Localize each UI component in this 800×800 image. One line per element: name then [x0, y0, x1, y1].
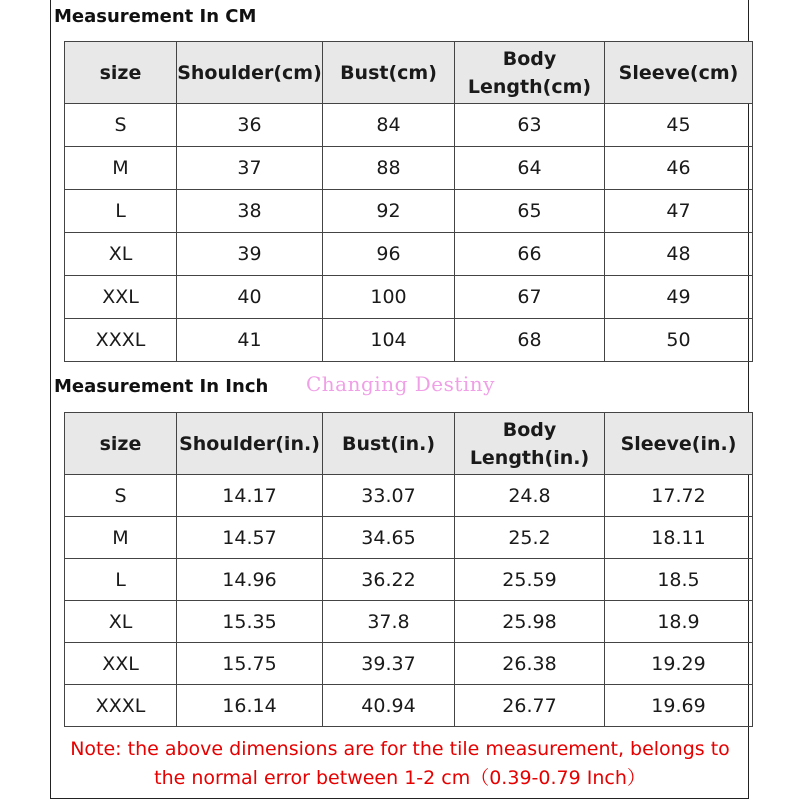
- table-cell: 63: [455, 104, 605, 147]
- table-cell: 24.8: [455, 475, 605, 517]
- cm-section-title: Measurement In CM: [54, 6, 257, 27]
- cm-size-table: [64, 41, 753, 362]
- table-cell: 36: [177, 104, 323, 147]
- table-cell: 25.98: [455, 601, 605, 643]
- table-row: [65, 190, 753, 233]
- table-cell: 17.72: [605, 475, 753, 517]
- table-cell: 38: [177, 190, 323, 233]
- table-cell: 45: [605, 104, 753, 147]
- watermark-text: Changing Destiny: [306, 372, 495, 396]
- inch-size-table: [64, 412, 753, 727]
- table-cell: 33.07: [323, 475, 455, 517]
- table-cell: 50: [605, 319, 753, 362]
- header-body-length: [455, 413, 605, 475]
- table-cell: XL: [65, 601, 177, 643]
- table-cell: 19.69: [605, 685, 753, 727]
- table-cell: 37.8: [323, 601, 455, 643]
- table-cell: 25.59: [455, 559, 605, 601]
- table-cell: 96: [323, 233, 455, 276]
- inch-section-title: Measurement In Inch: [54, 376, 269, 397]
- inch-table-body: [65, 475, 753, 727]
- table-cell: 25.2: [455, 517, 605, 559]
- table-cell: S: [65, 104, 177, 147]
- table-cell: 37: [177, 147, 323, 190]
- table-cell: 92: [323, 190, 455, 233]
- table-cell: 26.77: [455, 685, 605, 727]
- table-cell: 14.17: [177, 475, 323, 517]
- table-cell: 65: [455, 190, 605, 233]
- header-bust: Bust(in.): [323, 413, 455, 475]
- table-cell: 26.38: [455, 643, 605, 685]
- header-body-line1: Body: [502, 47, 557, 70]
- table-row: [65, 517, 753, 559]
- table-cell: XL: [65, 233, 177, 276]
- table-cell: 67: [455, 276, 605, 319]
- table-cell: 39: [177, 233, 323, 276]
- note-line-1: Note: the above dimensions are for the tile measurement, belongs to: [70, 738, 730, 760]
- table-cell: S: [65, 475, 177, 517]
- note-line-2: the normal error between 1-2 cm（0.39-0.79 Inch）: [154, 767, 646, 789]
- table-cell: 40.94: [323, 685, 455, 727]
- table-header-row: [65, 413, 753, 475]
- measurement-note: [54, 735, 746, 793]
- table-row: [65, 685, 753, 727]
- table-cell: L: [65, 559, 177, 601]
- table-cell: 49: [605, 276, 753, 319]
- table-cell: 14.57: [177, 517, 323, 559]
- table-cell: 68: [455, 319, 605, 362]
- header-shoulder: Shoulder(cm): [177, 42, 323, 104]
- table-cell: 15.75: [177, 643, 323, 685]
- table-cell: XXL: [65, 643, 177, 685]
- table-cell: 18.9: [605, 601, 753, 643]
- table-cell: 18.11: [605, 517, 753, 559]
- cm-table-body: [65, 104, 753, 362]
- table-cell: 104: [323, 319, 455, 362]
- table-cell: XXL: [65, 276, 177, 319]
- table-row: [65, 643, 753, 685]
- table-cell: 36.22: [323, 559, 455, 601]
- table-cell: 34.65: [323, 517, 455, 559]
- header-body-line2: Length(cm): [467, 75, 592, 98]
- table-cell: 18.5: [605, 559, 753, 601]
- table-cell: 40: [177, 276, 323, 319]
- table-cell: M: [65, 517, 177, 559]
- table-row: [65, 104, 753, 147]
- table-row: [65, 601, 753, 643]
- table-cell: 14.96: [177, 559, 323, 601]
- header-size: size: [65, 42, 177, 104]
- table-cell: 64: [455, 147, 605, 190]
- table-cell: 46: [605, 147, 753, 190]
- header-body-line2: Length(in.): [469, 446, 590, 469]
- table-cell: 16.14: [177, 685, 323, 727]
- table-row: [65, 147, 753, 190]
- table-row: [65, 276, 753, 319]
- table-cell: M: [65, 147, 177, 190]
- table-cell: XXXL: [65, 319, 177, 362]
- header-bust: Bust(cm): [323, 42, 455, 104]
- header-body-line1: Body: [502, 418, 557, 441]
- header-body-length: [455, 42, 605, 104]
- table-row: [65, 475, 753, 517]
- table-cell: 47: [605, 190, 753, 233]
- table-cell: 48: [605, 233, 753, 276]
- table-row: [65, 559, 753, 601]
- header-size: size: [65, 413, 177, 475]
- table-cell: L: [65, 190, 177, 233]
- header-sleeve: Sleeve(in.): [605, 413, 753, 475]
- table-cell: XXXL: [65, 685, 177, 727]
- table-header-row: [65, 42, 753, 104]
- table-cell: 84: [323, 104, 455, 147]
- table-cell: 88: [323, 147, 455, 190]
- table-cell: 66: [455, 233, 605, 276]
- table-cell: 100: [323, 276, 455, 319]
- table-cell: 15.35: [177, 601, 323, 643]
- header-shoulder: Shoulder(in.): [177, 413, 323, 475]
- table-cell: 41: [177, 319, 323, 362]
- table-row: [65, 319, 753, 362]
- table-cell: 39.37: [323, 643, 455, 685]
- table-cell: 19.29: [605, 643, 753, 685]
- table-row: [65, 233, 753, 276]
- header-sleeve: Sleeve(cm): [605, 42, 753, 104]
